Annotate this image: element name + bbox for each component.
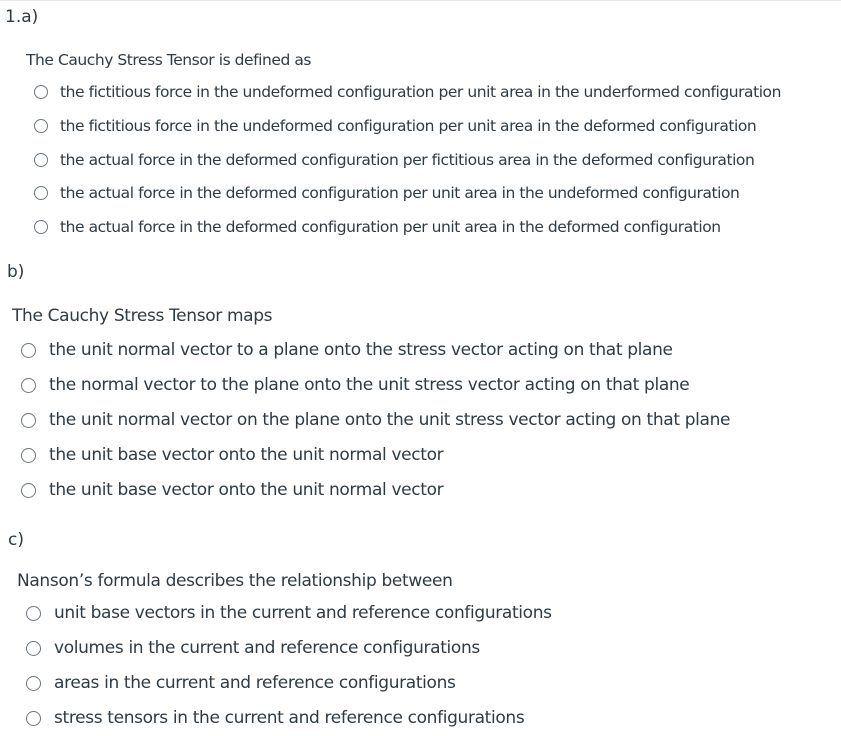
radio-button[interactable] xyxy=(26,606,41,621)
answer-option[interactable] xyxy=(21,445,443,465)
radio-button[interactable] xyxy=(26,676,41,691)
answer-option-label: volumes in the current and reference configurations xyxy=(54,638,480,658)
question-label: c) xyxy=(8,530,24,550)
radio-button[interactable] xyxy=(34,85,48,99)
answer-option-label: stress tensors in the current and reference configurations xyxy=(54,708,525,728)
answer-option-label: the actual force in the deformed configuration per unit area in the deformed configuration xyxy=(60,218,721,236)
answer-option-label: the unit normal vector to a plane onto the stress vector acting on that plane xyxy=(49,340,673,360)
radio-button[interactable] xyxy=(26,641,41,656)
answer-option-label: unit base vectors in the current and reference configurations xyxy=(54,603,552,623)
answer-option[interactable] xyxy=(21,340,673,360)
answer-option[interactable] xyxy=(26,603,552,623)
radio-button[interactable] xyxy=(21,378,36,393)
question-prompt: The Cauchy Stress Tensor maps xyxy=(12,306,273,326)
answer-option[interactable] xyxy=(34,218,721,236)
answer-option[interactable] xyxy=(26,638,480,658)
answer-option[interactable] xyxy=(21,480,443,500)
radio-button[interactable] xyxy=(21,483,36,498)
radio-button[interactable] xyxy=(21,343,36,358)
answer-option-label: the normal vector to the plane onto the unit stress vector acting on that plane xyxy=(49,375,690,395)
answer-option-label: the actual force in the deformed configuration per fictitious area in the deformed configuration xyxy=(60,151,755,169)
answer-option[interactable] xyxy=(34,151,754,169)
answer-option[interactable] xyxy=(26,673,456,693)
radio-button[interactable] xyxy=(26,711,41,726)
question-prompt: The Cauchy Stress Tensor is defined as xyxy=(26,51,312,69)
question-label: b) xyxy=(7,262,25,282)
answer-option-label: areas in the current and reference configurations xyxy=(54,673,456,693)
answer-option-label: the fictitious force in the undeformed configuration per unit area in the underformed configuration xyxy=(60,83,781,101)
radio-button[interactable] xyxy=(34,153,48,167)
answer-option-label: the unit normal vector on the plane onto the unit stress vector acting on that plane xyxy=(49,410,731,430)
answer-option[interactable] xyxy=(26,708,524,728)
answer-option-label: the actual force in the deformed configuration per unit area in the undeformed configuration xyxy=(60,184,740,202)
answer-option[interactable] xyxy=(21,410,730,430)
top-divider xyxy=(0,0,841,1)
answer-option[interactable] xyxy=(34,184,739,202)
answer-option-label: the unit base vector onto the unit normal vector xyxy=(49,480,444,500)
answer-option-label: the fictitious force in the undeformed configuration per unit area in the deformed configuration xyxy=(60,117,757,135)
answer-option[interactable] xyxy=(21,375,689,395)
radio-button[interactable] xyxy=(21,448,36,463)
answer-option[interactable] xyxy=(34,83,781,101)
answer-option-label: the unit base vector onto the unit normal vector xyxy=(49,445,444,465)
answer-option[interactable] xyxy=(34,117,756,135)
radio-button[interactable] xyxy=(21,413,36,428)
radio-button[interactable] xyxy=(34,119,48,133)
radio-button[interactable] xyxy=(34,220,48,234)
radio-button[interactable] xyxy=(34,186,48,200)
question-label: 1.a) xyxy=(5,7,39,27)
question-prompt: Nanson’s formula describes the relationship between xyxy=(17,571,453,591)
